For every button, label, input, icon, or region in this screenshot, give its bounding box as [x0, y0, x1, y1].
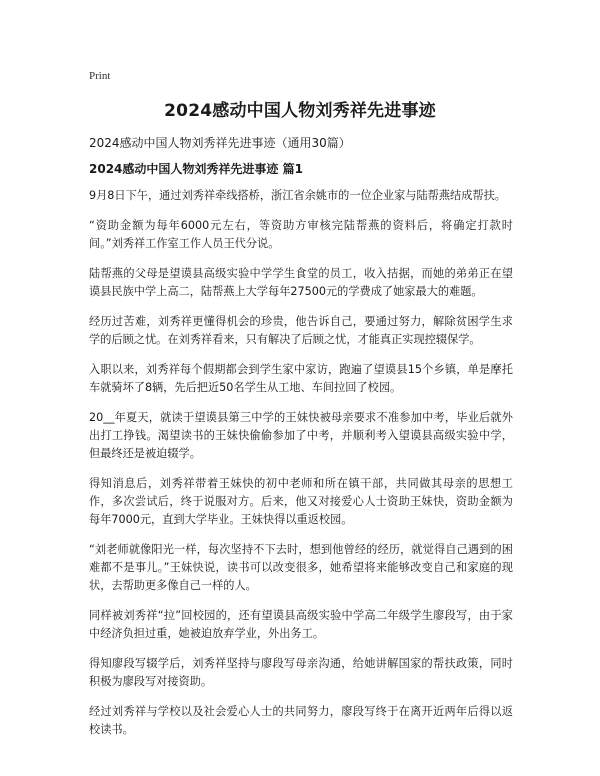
paragraph: 同样被刘秀祥“拉”回校园的，还有望谟县高级实验中学高二年级学生廖段写，由于家中经济负担过重，她被迫放弃学业，外出务工。	[89, 609, 513, 640]
paragraph: 得知廖段写辍学后，刘秀祥坚持与廖段写母亲沟通，给她讲解国家的帮扶政策，同时积极为廖段写对接资助。	[89, 657, 513, 688]
print-link[interactable]: Print	[89, 70, 111, 82]
paragraph: “资助金额为每年6000元左右，等资助方审核完陆帮燕的资料后，将确定打款时间。”刘秀祥工作室工作人员王代分说。	[89, 219, 513, 250]
paragraph: “刘老师就像阳光一样，每次坚持不下去时，想到他曾经的经历，就觉得自己遇到的困难都不是事儿。”王妹快说，读书可以改变很多，她希望将来能够改变自己和家庭的现状，去帮助更多像自己一样的人。	[89, 543, 513, 592]
paragraph: 9月8日下午，通过刘秀祥牵线搭桥，浙江省余姚市的一位企业家与陆帮燕结成帮扶。	[89, 189, 506, 202]
document-subtitle: 2024感动中国人物刘秀祥先进事迹（通用30篇）	[89, 136, 351, 150]
section-heading: 2024感动中国人物刘秀祥先进事迹 篇1	[89, 162, 303, 176]
paragraph: 20__年夏天，就读于望谟县第三中学的王妹快被母亲要求不准参加中考，毕业后就外出打工挣钱。渴望读书的王妹快偷偷参加了中考，并顺利考入望谟县高级实验中学，但最终还是被迫辍学。	[89, 411, 513, 460]
paragraph: 得知消息后，刘秀祥带着王妹快的初中老师和所在镇干部，共同做其母亲的思想工作，多次尝试后，终于说服对方。后来，他又对接爱心人士资助王妹快，资助金额为每年7000元，直到大学毕业。王妹快得以重返校园。	[89, 477, 513, 526]
paragraph: 经过刘秀祥与学校以及社会爱心人士的共同努力，廖段写终于在离开近两年后得以返校读书。	[89, 705, 513, 736]
paragraph: 入职以来，刘秀祥每个假期都会到学生家中家访，跑遍了望谟县15个乡镇，单是摩托车就骑坏了8辆，先后把近50名学生从工地、车间拉回了校园。	[89, 363, 513, 394]
paragraph: 经历过苦难，刘秀祥更懂得机会的珍贵，他告诉自己，要通过努力，解除贫困学生求学的后顾之忧。在刘秀祥看来，只有解决了后顾之忧，才能真正实现控辍保学。	[89, 315, 513, 346]
paragraph: 陆帮燕的父母是望谟县高级实验中学学生食堂的员工，收入拮据，而她的弟弟正在望谟县民族中学上高二，陆帮燕上大学每年27500元的学费成了她家最大的难题。	[89, 267, 513, 298]
article-body	[89, 187, 513, 751]
page-title: 2024感动中国人物刘秀祥先进事迹	[164, 101, 436, 121]
